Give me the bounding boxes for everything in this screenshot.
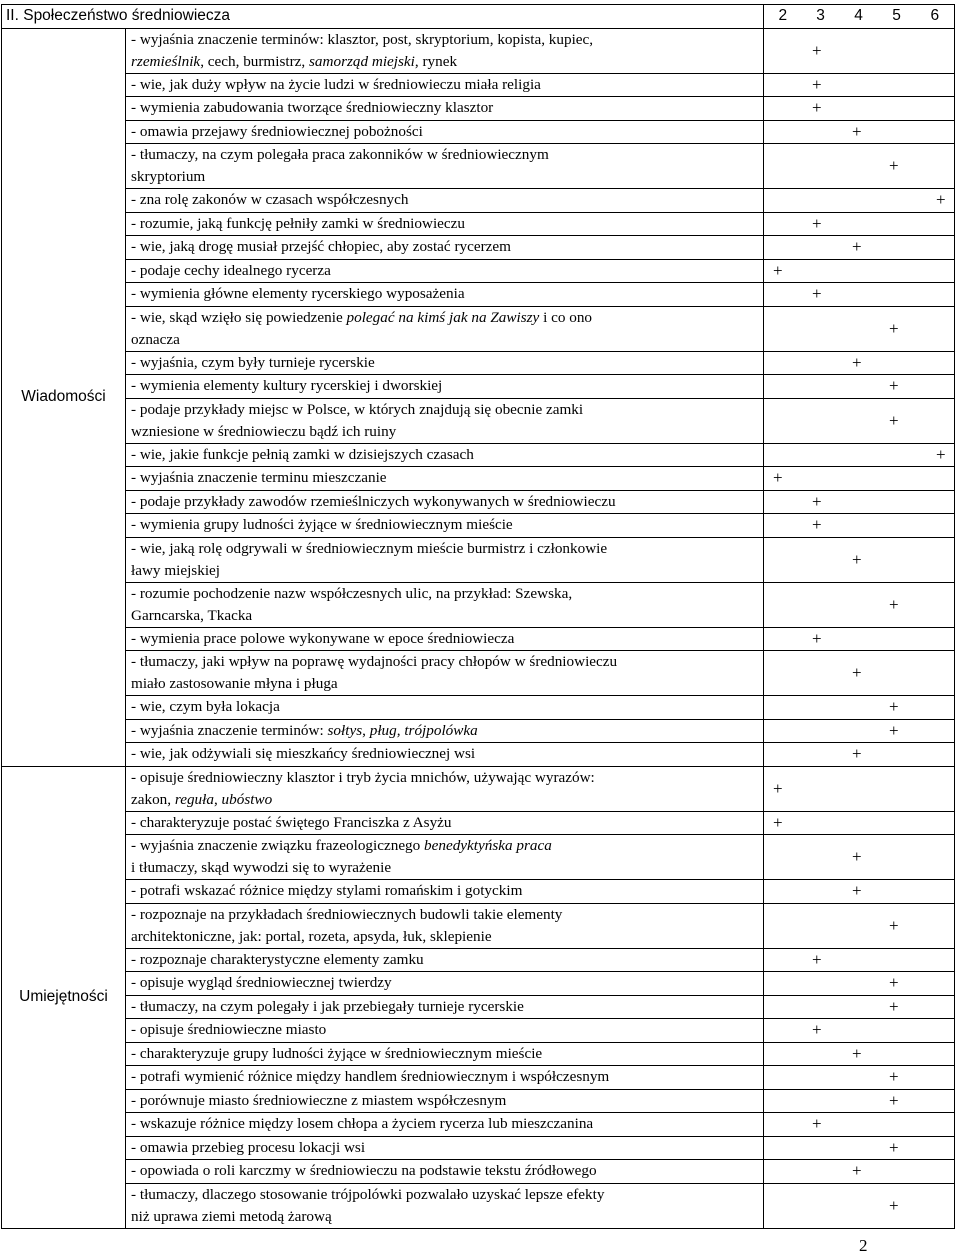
header-row xyxy=(2,5,955,29)
grade-mark-cell xyxy=(764,259,955,283)
requirement-text xyxy=(126,995,764,1019)
grade-mark-cell xyxy=(764,1136,955,1160)
grade-mark: + xyxy=(889,697,899,717)
requirement-text xyxy=(126,972,764,996)
table-row xyxy=(2,1183,955,1228)
requirement-line: miało zastosowanie młyna i pługa xyxy=(131,675,338,692)
table-row xyxy=(2,627,955,651)
requirement-line: - potrafi wymienić różnice między handlem średniowiecznym i współczesnym xyxy=(131,1068,610,1085)
grade-mark-cell xyxy=(764,120,955,144)
grade-mark: + xyxy=(812,98,822,118)
grade-mark: + xyxy=(812,284,822,304)
table-row xyxy=(2,97,955,121)
requirement-line: - rozumie pochodzenie nazw współczesnych ulic, na przykład: Szewska, xyxy=(131,584,573,602)
table-row xyxy=(2,1113,955,1137)
requirement-text xyxy=(126,236,764,260)
grade-6-header: 6 xyxy=(916,5,955,29)
requirement-line: - wyjaśnia znaczenie terminów: klasztor, post, skryptorium, kopista, kupiec, xyxy=(131,30,594,48)
grade-mark-cell xyxy=(764,811,955,835)
table-row xyxy=(2,582,955,627)
grade-mark: + xyxy=(852,237,862,257)
requirement-line: - tłumaczy, na czym polegały i jak przebiegały turnieje rycerskie xyxy=(131,997,524,1015)
table-row xyxy=(2,972,955,996)
requirement-line: - opowiada o roli karczmy w średniowieczu na podstawie tekstu źródłowego xyxy=(131,1162,597,1179)
grade-mark: + xyxy=(812,628,822,648)
requirement-line: - rozpoznaje charakterystyczne elementy zamku xyxy=(131,950,424,968)
requirement-line: - omawia przejawy średniowiecznej pobożności xyxy=(131,122,423,140)
requirement-text xyxy=(126,766,764,811)
requirement-line: - wymienia prace polowe wykonywane w epoce średniowiecza xyxy=(131,629,515,647)
grade-mark-cell xyxy=(764,948,955,972)
requirement-text xyxy=(126,627,764,651)
table-row xyxy=(2,490,955,514)
table-row xyxy=(2,259,955,283)
grade-mark: + xyxy=(852,881,862,901)
requirement-text xyxy=(126,28,764,73)
table-row xyxy=(2,1019,955,1043)
requirement-line: - charakteryzuje grupy ludności żyjące w średniowiecznym mieście xyxy=(131,1044,543,1062)
requirement-text xyxy=(126,1136,764,1160)
grade-mark-cell xyxy=(764,766,955,811)
grade-mark: + xyxy=(773,778,783,798)
grade-mark-cell xyxy=(764,1066,955,1090)
requirement-text xyxy=(126,1183,764,1228)
requirement-line: - tłumaczy, jaki wpływ na poprawę wydajności pracy chłopów w średniowieczu xyxy=(131,653,618,670)
requirement-text xyxy=(126,144,764,189)
grade-mark-cell xyxy=(764,28,955,73)
requirement-text xyxy=(126,120,764,144)
requirement-line: - wie, jaką drogę musiał przejść chłopiec, aby zostać rycerzem xyxy=(131,238,511,255)
grade-mark-cell xyxy=(764,514,955,538)
requirement-line: skryptorium xyxy=(131,168,206,185)
requirement-text xyxy=(126,651,764,696)
grade-mark: + xyxy=(812,213,822,233)
grade-mark-cell xyxy=(764,651,955,696)
table-row xyxy=(2,651,955,696)
requirement-text xyxy=(126,259,764,283)
table-row xyxy=(2,719,955,743)
requirement-text xyxy=(126,97,764,121)
grade-mark-cell xyxy=(764,351,955,375)
grade-mark-cell xyxy=(764,490,955,514)
grade-mark: + xyxy=(852,663,862,682)
table-row xyxy=(2,835,955,880)
requirement-line: - potrafi wskazać różnice między stylami romańskim i gotyckim xyxy=(131,882,523,899)
requirement-line: - rozpoznaje na przykładach średniowiecznych budowli takie elementy xyxy=(131,905,563,923)
grade-mark: + xyxy=(889,1090,899,1110)
requirement-line: - wyjaśnia znaczenie terminu mieszczanie xyxy=(131,469,387,486)
requirement-line: rzemieślnik, cech, burmistrz, samorząd miejski, rynek xyxy=(131,52,458,70)
grade-mark-cell xyxy=(764,995,955,1019)
requirement-text xyxy=(126,189,764,213)
grade-mark: + xyxy=(812,40,822,60)
requirement-line: - porównuje miasto średniowieczne z miastem współczesnym xyxy=(131,1091,507,1109)
requirement-line: - wie, jak odżywiali się mieszkańcy średniowiecznej wsi xyxy=(131,745,476,762)
grade-mark-cell xyxy=(764,189,955,213)
requirement-text xyxy=(126,467,764,491)
grade-mark-cell xyxy=(764,467,955,491)
requirement-text xyxy=(126,490,764,514)
requirement-line: - wymienia główne elementy rycerskiego wyposażenia xyxy=(131,285,465,302)
grade-mark: + xyxy=(889,318,899,338)
table-row xyxy=(2,696,955,720)
grade-mark-cell xyxy=(764,1019,955,1043)
requirement-line: - podaje przykłady miejsc w Polsce, w których znajdują się obecnie zamki xyxy=(131,400,584,418)
grade-mark-cell xyxy=(764,283,955,307)
table-row xyxy=(2,1066,955,1090)
requirement-text xyxy=(126,398,764,443)
grade-mark: + xyxy=(889,1195,899,1215)
table-row xyxy=(2,398,955,443)
requirement-text xyxy=(126,306,764,351)
requirement-text xyxy=(126,743,764,767)
grade-mark: + xyxy=(936,444,946,464)
grade-mark: + xyxy=(889,1137,899,1157)
grade-mark: + xyxy=(812,1020,822,1040)
grade-mark: + xyxy=(812,949,822,969)
grade-mark-cell xyxy=(764,73,955,97)
grade-mark-cell xyxy=(764,627,955,651)
grade-mark-cell xyxy=(764,144,955,189)
requirement-text xyxy=(126,375,764,399)
table-row xyxy=(2,212,955,236)
requirement-line: architektoniczne, jak: portal, rozeta, apsyda, łuk, sklepienie xyxy=(131,927,492,945)
requirement-line: - opisuje średniowieczne miasto xyxy=(131,1021,327,1038)
grade-5-header: 5 xyxy=(878,5,916,29)
grade-mark: + xyxy=(889,996,899,1016)
requirement-line: - tłumaczy, dlaczego stosowanie trójpolówki pozwalało uzyskać lepsze efekty xyxy=(131,1185,605,1203)
requirement-line: - wyjaśnia, czym były turnieje rycerskie xyxy=(131,353,375,371)
table-row xyxy=(2,283,955,307)
requirement-text xyxy=(126,1113,764,1137)
grade-mark-cell xyxy=(764,582,955,627)
table-row xyxy=(2,537,955,582)
grade-mark: + xyxy=(773,260,783,280)
table-row xyxy=(2,73,955,97)
requirement-line: - wyjaśnia znaczenie związku frazeologicznego benedyktyńska praca xyxy=(131,837,552,854)
requirement-line: - opisuje wygląd średniowiecznej twierdzy xyxy=(131,974,392,991)
table-row xyxy=(2,467,955,491)
requirement-line: - wie, jak duży wpływ na życie ludzi w średniowieczu miała religia xyxy=(131,75,541,93)
requirement-text xyxy=(126,1160,764,1184)
grade-mark-cell xyxy=(764,696,955,720)
requirement-text xyxy=(126,880,764,904)
grade-mark-cell xyxy=(764,719,955,743)
grade-mark: + xyxy=(852,847,862,866)
grade-2-header: 2 xyxy=(764,5,802,29)
grade-mark: + xyxy=(889,410,899,430)
table-row xyxy=(2,811,955,835)
grade-mark-cell xyxy=(764,398,955,443)
grade-mark-cell xyxy=(764,375,955,399)
grade-mark: + xyxy=(889,720,899,740)
requirement-line: - wymienia elementy kultury rycerskiej i dworskiej xyxy=(131,377,443,394)
requirement-text xyxy=(126,696,764,720)
grade-mark-cell xyxy=(764,1089,955,1113)
requirement-text xyxy=(126,1089,764,1113)
requirement-text xyxy=(126,811,764,835)
requirement-line: - podaje cechy idealnego rycerza xyxy=(131,261,331,279)
requirement-text xyxy=(126,1019,764,1043)
table-row xyxy=(2,28,955,73)
requirement-line: ławy miejskiej xyxy=(131,561,220,579)
grade-mark-cell xyxy=(764,212,955,236)
table-row xyxy=(2,236,955,260)
requirement-text xyxy=(126,1066,764,1090)
grade-mark: + xyxy=(936,190,946,210)
requirement-text xyxy=(126,903,764,948)
grade-mark-cell xyxy=(764,835,955,880)
requirement-line: - wymienia grupy ludności żyjące w średniowiecznym mieście xyxy=(131,516,513,533)
grade-mark: + xyxy=(889,376,899,396)
grade-mark: + xyxy=(852,352,862,372)
grade-mark: + xyxy=(889,1067,899,1087)
requirement-line: - wskazuje różnice między losem chłopa a życiem rycerza lub mieszczanina xyxy=(131,1115,594,1132)
table-row xyxy=(2,766,955,811)
requirement-line: - rozumie, jaką funkcję pełniły zamki w średniowieczu xyxy=(131,214,465,232)
grade-mark-cell xyxy=(764,1042,955,1066)
requirement-text xyxy=(126,719,764,743)
table-row xyxy=(2,120,955,144)
table-row xyxy=(2,1160,955,1184)
requirement-line: wzniesione w średniowieczu bądź ich ruiny xyxy=(131,422,397,440)
requirement-text xyxy=(126,283,764,307)
grade-mark: + xyxy=(773,468,783,488)
grade-mark-cell xyxy=(764,443,955,467)
requirement-line: - wie, jaką rolę odgrywali w średniowiecznym mieście burmistrz i członkowie xyxy=(131,539,608,557)
requirement-line: Garncarska, Tkacka xyxy=(131,606,253,624)
table-row xyxy=(2,1089,955,1113)
page-number: 2 xyxy=(859,1236,868,1255)
grade-mark: + xyxy=(812,74,822,94)
section-title: II. Społeczeństwo średniowiecza xyxy=(2,5,764,29)
table-row xyxy=(2,144,955,189)
requirement-line: - tłumaczy, na czym polegała praca zakonników w średniowiecznym xyxy=(131,146,549,163)
grade-mark: + xyxy=(889,915,899,935)
requirement-line: - wie, skąd wzięło się powiedzenie polegać na kimś jak na Zawiszy i co ono xyxy=(131,308,593,326)
table-row xyxy=(2,903,955,948)
grade-mark-cell xyxy=(764,537,955,582)
curriculum-table xyxy=(1,4,955,1229)
grade-mark-cell xyxy=(764,1113,955,1137)
grade-mark-cell xyxy=(764,903,955,948)
grade-mark-cell xyxy=(764,743,955,767)
grade-mark-cell xyxy=(764,236,955,260)
grade-mark: + xyxy=(889,973,899,993)
requirement-text xyxy=(126,212,764,236)
requirement-text xyxy=(126,582,764,627)
requirement-line: - wie, czym była lokacja xyxy=(131,698,280,715)
table-row xyxy=(2,351,955,375)
category-wiadomosci: Wiadomości xyxy=(2,28,126,766)
requirement-line: - opisuje średniowieczny klasztor i tryb życia mnichów, używając wyrazów: xyxy=(131,768,595,786)
table-row xyxy=(2,514,955,538)
requirement-line: niż uprawa ziemi metodą żarową xyxy=(131,1207,332,1225)
table-row xyxy=(2,189,955,213)
table-row xyxy=(2,375,955,399)
requirement-text xyxy=(126,537,764,582)
table-row xyxy=(2,1042,955,1066)
grade-mark-cell xyxy=(764,97,955,121)
requirement-text xyxy=(126,443,764,467)
table-row xyxy=(2,995,955,1019)
grade-mark: + xyxy=(812,491,822,511)
requirement-line: - zna rolę zakonów w czasach współczesnych xyxy=(131,191,409,208)
table-row xyxy=(2,443,955,467)
category-umiejetnosci: Umiejętności xyxy=(2,766,126,1228)
grade-mark: + xyxy=(812,515,822,535)
requirement-line: zakon, reguła, ubóstwo xyxy=(131,790,273,808)
requirement-text xyxy=(126,351,764,375)
grade-mark: + xyxy=(889,594,899,614)
requirement-text xyxy=(126,835,764,880)
table-row xyxy=(2,1136,955,1160)
table-row xyxy=(2,880,955,904)
table-row xyxy=(2,948,955,972)
grade-mark-cell xyxy=(764,880,955,904)
requirement-line: oznacza xyxy=(131,330,180,348)
requirement-text xyxy=(126,73,764,97)
grade-mark: + xyxy=(852,549,862,569)
requirement-text xyxy=(126,948,764,972)
requirement-line: - wie, jakie funkcje pełnią zamki w dzisiejszych czasach xyxy=(131,445,474,463)
table-row xyxy=(2,306,955,351)
grade-mark: + xyxy=(812,1114,822,1134)
requirement-line: - wyjaśnia znaczenie terminów: sołtys, pług, trójpolówka xyxy=(131,721,478,739)
grade-mark: + xyxy=(852,1161,862,1181)
grade-mark-cell xyxy=(764,972,955,996)
grade-mark-cell xyxy=(764,1160,955,1184)
grade-mark: + xyxy=(852,121,862,141)
grade-4-header: 4 xyxy=(840,5,878,29)
grade-mark: + xyxy=(852,1043,862,1063)
grade-mark-cell xyxy=(764,306,955,351)
grade-mark: + xyxy=(852,744,862,764)
requirement-text xyxy=(126,514,764,538)
requirement-line: - charakteryzuje postać świętego Franciszka z Asyżu xyxy=(131,813,452,831)
requirement-line: - omawia przebieg procesu lokacji wsi xyxy=(131,1138,366,1156)
table-row xyxy=(2,743,955,767)
requirement-line: i tłumaczy, skąd wywodzi się to wyrażenie xyxy=(131,859,392,876)
requirement-line: - podaje przykłady zawodów rzemieślniczych wykonywanych w średniowieczu xyxy=(131,492,616,510)
grade-mark-cell xyxy=(764,1183,955,1228)
grade-mark: + xyxy=(889,156,899,175)
grade-3-header: 3 xyxy=(802,5,840,29)
requirement-line: - wymienia zabudowania tworzące średniowieczny klasztor xyxy=(131,99,494,116)
grade-mark: + xyxy=(773,812,783,832)
requirement-text xyxy=(126,1042,764,1066)
